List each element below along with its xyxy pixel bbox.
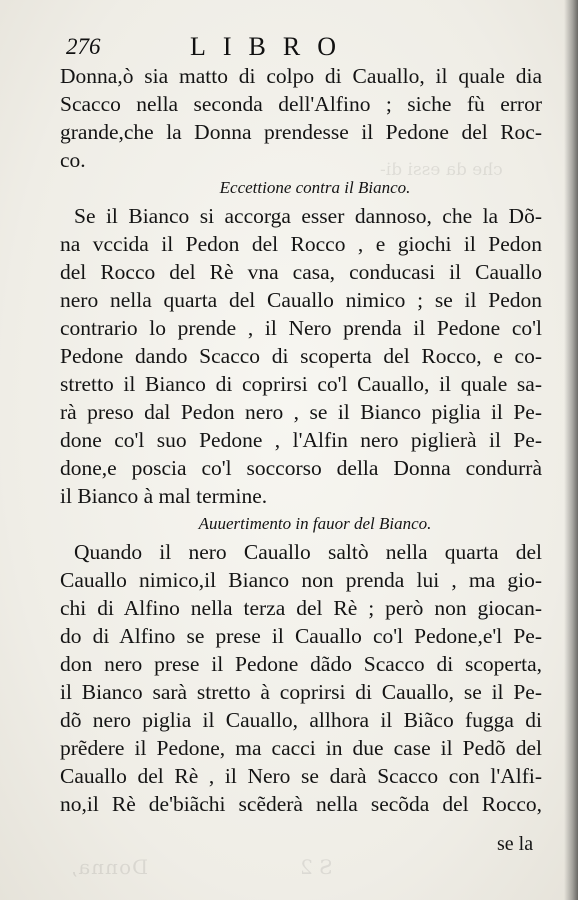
text-line: done,e poscia co'l soccorso della Donna condurrà (60, 456, 542, 480)
text-line: grande,che la Donna prendesse il Pedone del Roc- (60, 120, 542, 144)
text-line: chi di Alfino nella terza del Rè ; però non giocan- (60, 596, 542, 620)
show-through-text: S 2 (300, 855, 333, 879)
text-line: Quando il nero Cauallo saltò nella quarta del (74, 540, 542, 564)
catchword: se la (497, 833, 534, 855)
text-line: rà preso dal Pedon nero , se il Bianco piglia il Pe- (60, 400, 542, 424)
text-line: stretto il Bianco di coprirsi co'l Cauallo, il quale sa- (60, 372, 542, 396)
text-line: Cauallo del Rè , il Nero se darà Scacco con l'Alfi- (60, 764, 542, 788)
text-line: il Bianco à mal termine. (60, 484, 268, 508)
text-line: do di Alfino se prese il Cauallo co'l Pedone,e'l Pe- (60, 624, 542, 648)
show-through-text: che da essi di- (380, 160, 503, 180)
text-line: co. (60, 148, 86, 172)
text-line: Scacco nella seconda dell'Alfino ; siche fù error (60, 92, 542, 116)
text-line: na vccida il Pedon del Rocco , e giochi il Pedon (60, 232, 542, 256)
text-line: Pedone dando Scacco di scoperta del Rocco, e co- (60, 344, 542, 368)
page-gutter-shadow (564, 0, 578, 900)
text-line: dõ nero piglia il Cauallo, allhora il Biãco fugga di (60, 708, 542, 732)
text-line: il Bianco sarà stretto à coprirsi di Cauallo, se il Pe- (60, 680, 542, 704)
body-text (60, 62, 542, 818)
text-line: done co'l suo Pedone , l'Alfin nero piglierà il Pe- (60, 428, 542, 452)
running-head: LIBRO (190, 32, 353, 61)
text-line: no,il Rè de'biãchi scẽderà nella secõda del Rocco, (60, 792, 542, 816)
text-line: del Rocco del Rè vna casa, conducasi il Cauallo (60, 260, 542, 284)
text-line: don nero prese il Pedone dãdo Scacco di scoperta, (60, 652, 542, 676)
section-heading: Eccettione contra il Bianco. (219, 178, 411, 197)
page-number: 276 (66, 34, 101, 59)
text-line: Se il Bianco si accorga esser dannoso, che la Dõ- (74, 204, 542, 228)
section-heading: Auuertimento in fauor del Bianco. (198, 514, 432, 533)
page-header (60, 32, 520, 62)
text-line: nero nella quarta del Cauallo nimico ; se il Pedon (60, 288, 542, 312)
text-line: Cauallo nimico,il Bianco non prenda lui , ma gio- (60, 568, 542, 592)
text-line: Donna,ò sia matto di colpo di Cauallo, il quale dia (60, 64, 542, 88)
text-line: contrario lo prende , il Nero prenda il Pedone co'l (60, 316, 542, 340)
text-line: prẽdere il Pedone, ma cacci in due case il Pedõ del (60, 736, 542, 760)
show-through-text: Donna, (70, 855, 149, 879)
